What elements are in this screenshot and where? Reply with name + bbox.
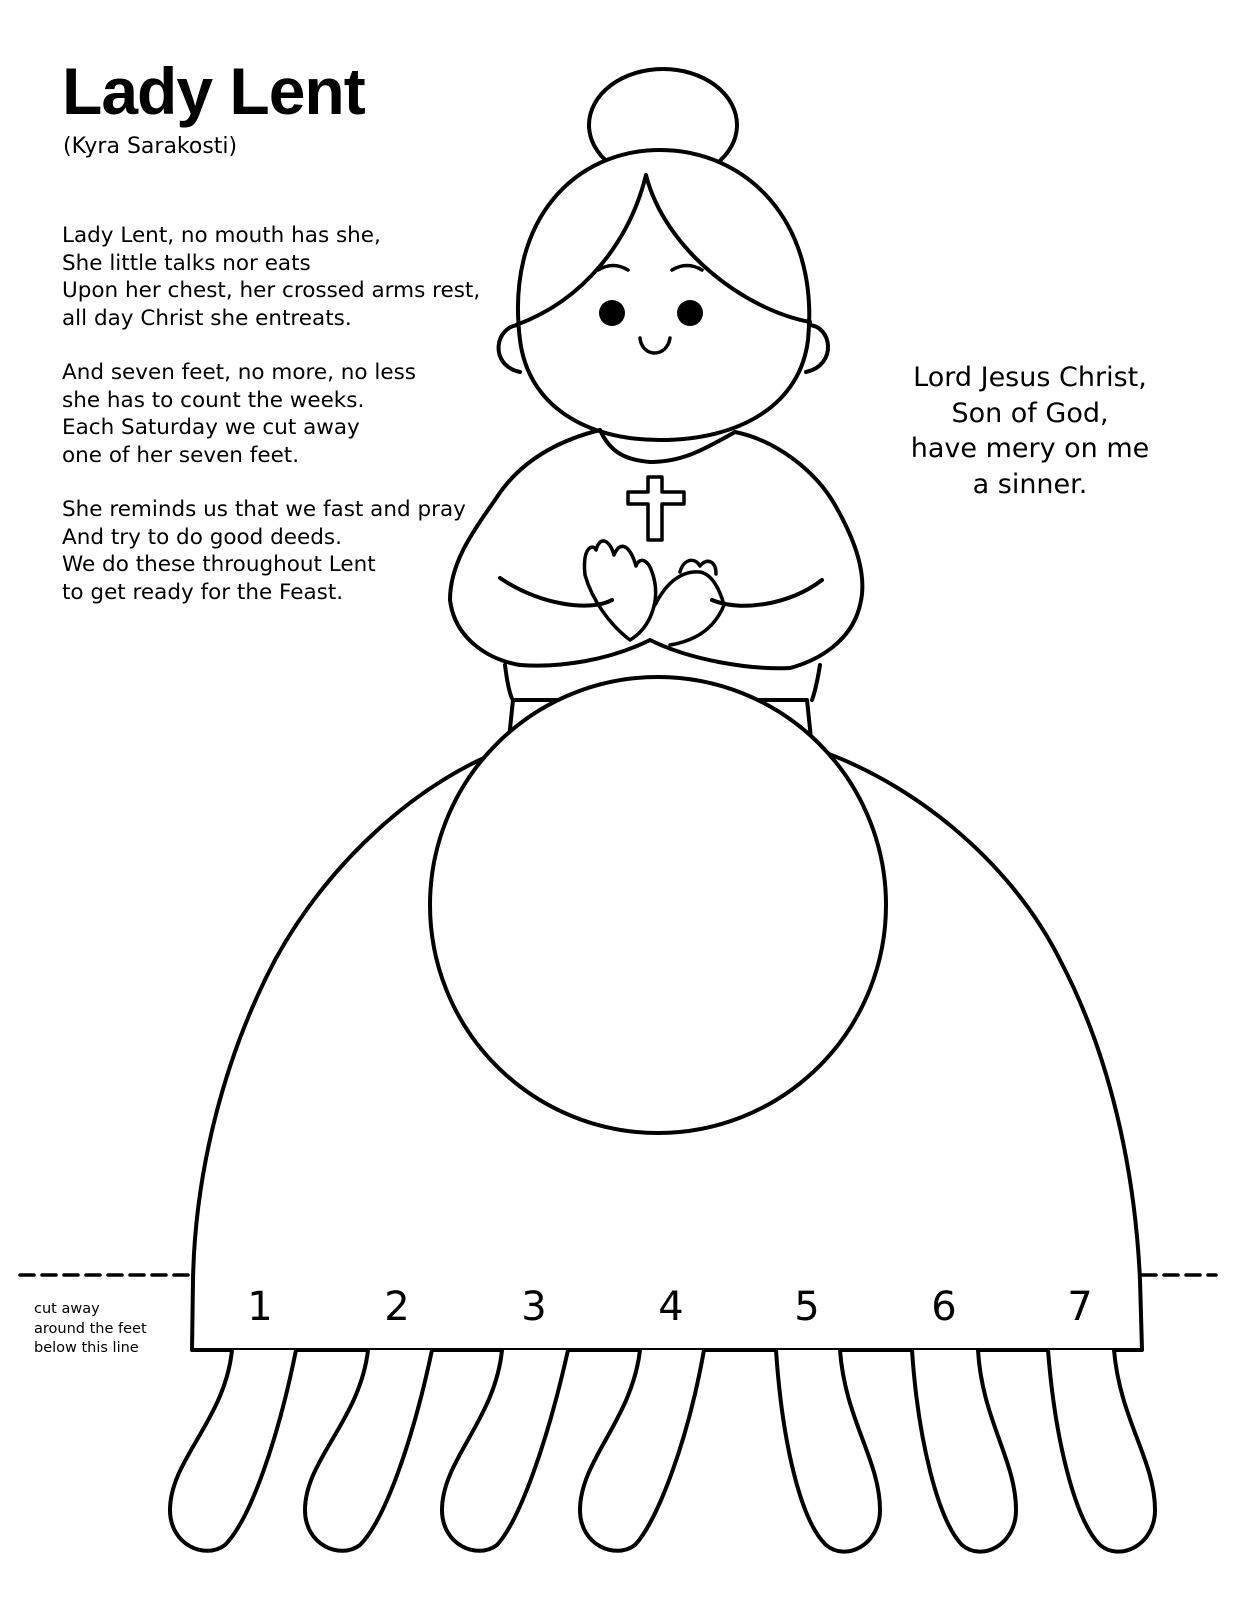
foot xyxy=(912,1350,1016,1552)
cut-note-line: cut away xyxy=(34,1301,100,1317)
left-hand xyxy=(585,541,656,640)
poem-line: she has to count the weeks. xyxy=(62,387,365,413)
poem-line: She reminds us that we fast and pray xyxy=(62,497,466,522)
feet xyxy=(170,1350,1155,1552)
poem-line: Upon her chest, her crossed arms rest, xyxy=(62,278,481,303)
torso-outline xyxy=(450,430,862,668)
poem-line: We do these throughout Lent xyxy=(62,552,376,577)
prayer-line: have mery on me xyxy=(910,433,1150,464)
foot xyxy=(1048,1350,1155,1552)
poem-line: Lady Lent, no mouth has she, xyxy=(62,223,381,248)
poem-line: She little talks nor eats xyxy=(62,250,311,276)
head xyxy=(518,150,809,440)
foot-number: 4 xyxy=(658,1284,684,1330)
forearms xyxy=(520,640,790,668)
foot xyxy=(442,1350,568,1551)
foot xyxy=(776,1350,880,1552)
foot-number: 7 xyxy=(1067,1284,1093,1330)
prayer-line: Lord Jesus Christ, xyxy=(913,362,1147,393)
left-eye xyxy=(599,300,625,326)
poem-line: And seven feet, no more, no less xyxy=(62,360,416,385)
foot-number: 1 xyxy=(247,1284,273,1330)
right-arm xyxy=(712,580,822,606)
poem-line: to get ready for the Feast. xyxy=(62,579,344,605)
foot-number: 5 xyxy=(794,1284,820,1330)
cut-note-line: below this line xyxy=(34,1340,139,1356)
page-subtitle: (Kyra Sarakosti) xyxy=(63,134,238,159)
apron xyxy=(430,677,886,1133)
right-eye xyxy=(677,300,703,326)
page-title: Lady Lent xyxy=(62,54,365,128)
foot xyxy=(580,1350,704,1551)
foot-number: 2 xyxy=(384,1284,410,1330)
poem-line: And try to do good deeds. xyxy=(62,524,342,550)
poem-line: Each Saturday we cut away xyxy=(62,415,360,440)
cut-note-line: around the feet xyxy=(34,1320,147,1337)
left-ear xyxy=(499,325,520,372)
foot-number: 3 xyxy=(521,1284,547,1330)
prayer-line: a sinner. xyxy=(972,468,1088,500)
cross-icon xyxy=(628,477,684,540)
poem-line: all day Christ she entreats. xyxy=(62,305,352,331)
poem-line: one of her seven feet. xyxy=(62,442,300,468)
foot-number: 6 xyxy=(931,1284,957,1330)
foot xyxy=(170,1350,296,1551)
foot xyxy=(305,1350,432,1551)
prayer-line: Son of God, xyxy=(951,397,1109,429)
